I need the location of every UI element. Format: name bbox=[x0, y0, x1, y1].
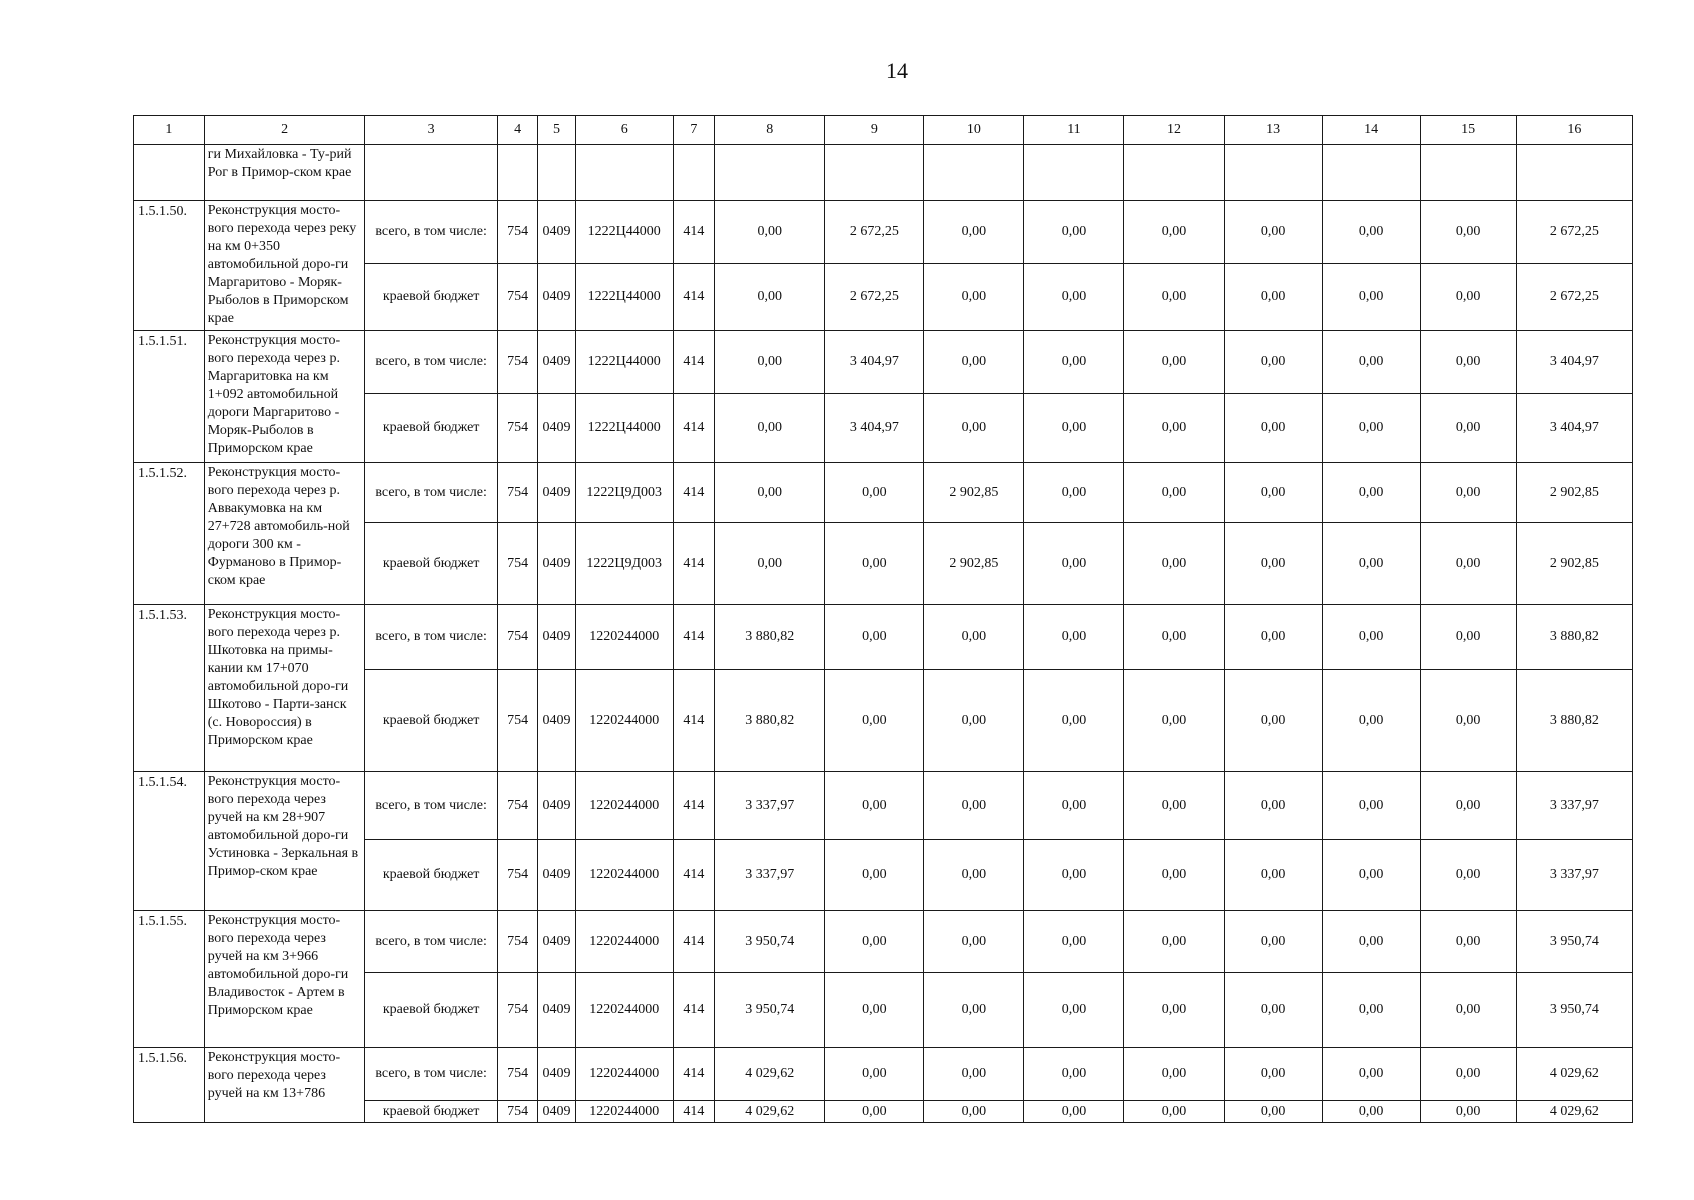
value-cell: 3 337,97 bbox=[1516, 772, 1632, 840]
value-cell: 0,00 bbox=[1124, 463, 1224, 523]
value-cell: 414 bbox=[673, 1101, 714, 1123]
value-cell: 4 029,62 bbox=[1516, 1101, 1632, 1123]
item-description: Реконструкция мосто-вого перехода через ручей на км 13+786 bbox=[204, 1048, 365, 1123]
item-description: Реконструкция мосто-вого перехода через р. Аввакумовка на км 27+728 автомобиль-ной дороги 300 км - Фурманово в Примор-ском крае bbox=[204, 463, 365, 605]
value-cell: 0,00 bbox=[1420, 840, 1516, 911]
value-cell: 1222Ц44000 bbox=[575, 394, 673, 463]
value-cell: 0409 bbox=[538, 463, 575, 523]
col-header: 5 bbox=[538, 116, 575, 145]
funding-type: краевой бюджет bbox=[365, 840, 497, 911]
value-cell: 0,00 bbox=[1124, 201, 1224, 264]
table-row bbox=[134, 605, 1633, 670]
value-cell: 0,00 bbox=[924, 394, 1024, 463]
value-cell: 0,00 bbox=[1224, 772, 1322, 840]
col-header: 3 bbox=[365, 116, 497, 145]
value-cell: 0,00 bbox=[1420, 911, 1516, 973]
value-cell: 0,00 bbox=[1124, 264, 1224, 331]
value-cell: 754 bbox=[497, 1048, 537, 1101]
value-cell: 0,00 bbox=[924, 670, 1024, 772]
value-cell: 0,00 bbox=[1224, 670, 1322, 772]
value-cell: 414 bbox=[673, 331, 714, 394]
value-cell: 0,00 bbox=[1322, 772, 1420, 840]
value-cell: 754 bbox=[497, 523, 537, 605]
value-cell: 0,00 bbox=[1224, 264, 1322, 331]
value-cell: 0,00 bbox=[1420, 1048, 1516, 1101]
value-cell: 0,00 bbox=[1024, 264, 1124, 331]
value-cell: 0,00 bbox=[1322, 331, 1420, 394]
continuation-row bbox=[134, 145, 1633, 201]
value-cell: 754 bbox=[497, 463, 537, 523]
value-cell: 0409 bbox=[538, 331, 575, 394]
col-header: 9 bbox=[825, 116, 924, 145]
value-cell: 0,00 bbox=[1322, 523, 1420, 605]
value-cell: 0,00 bbox=[1024, 201, 1124, 264]
value-cell: 0,00 bbox=[1024, 394, 1124, 463]
funding-type: краевой бюджет bbox=[365, 264, 497, 331]
value-cell: 0409 bbox=[538, 772, 575, 840]
value-cell: 0,00 bbox=[1420, 1101, 1516, 1123]
value-cell: 0,00 bbox=[1124, 772, 1224, 840]
value-cell: 2 672,25 bbox=[825, 264, 924, 331]
value-cell: 1220244000 bbox=[575, 605, 673, 670]
value-cell: 414 bbox=[673, 1048, 714, 1101]
col-header: 1 bbox=[134, 116, 205, 145]
value-cell: 0409 bbox=[538, 523, 575, 605]
value-cell: 0,00 bbox=[1322, 973, 1420, 1048]
value-cell: 3 337,97 bbox=[1516, 840, 1632, 911]
value-cell: 0,00 bbox=[1124, 1048, 1224, 1101]
value-cell: 0,00 bbox=[1322, 463, 1420, 523]
value-cell: 0,00 bbox=[1322, 201, 1420, 264]
value-cell: 0409 bbox=[538, 605, 575, 670]
value-cell: 0,00 bbox=[1224, 840, 1322, 911]
table-row bbox=[134, 331, 1633, 394]
col-header: 14 bbox=[1322, 116, 1420, 145]
value-cell: 1222Ц44000 bbox=[575, 201, 673, 264]
value-cell: 0,00 bbox=[1224, 1048, 1322, 1101]
value-cell: 2 902,85 bbox=[1516, 523, 1632, 605]
value-cell: 0409 bbox=[538, 840, 575, 911]
value-cell: 414 bbox=[673, 394, 714, 463]
cell bbox=[134, 145, 205, 201]
value-cell: 0,00 bbox=[924, 1101, 1024, 1123]
value-cell: 0,00 bbox=[1322, 264, 1420, 331]
value-cell: 3 404,97 bbox=[1516, 331, 1632, 394]
value-cell: 0,00 bbox=[924, 840, 1024, 911]
value-cell: 0,00 bbox=[715, 463, 825, 523]
value-cell: 0,00 bbox=[1224, 605, 1322, 670]
value-cell: 0,00 bbox=[1322, 394, 1420, 463]
value-cell: 754 bbox=[497, 1101, 537, 1123]
value-cell: 4 029,62 bbox=[715, 1048, 825, 1101]
col-header: 6 bbox=[575, 116, 673, 145]
value-cell: 0,00 bbox=[1024, 605, 1124, 670]
value-cell: 0,00 bbox=[1322, 605, 1420, 670]
header-row bbox=[134, 116, 1633, 145]
page-number: 14 bbox=[886, 58, 908, 83]
col-header: 16 bbox=[1516, 116, 1632, 145]
value-cell: 0,00 bbox=[715, 394, 825, 463]
value-cell: 2 672,25 bbox=[1516, 264, 1632, 331]
value-cell: 2 902,85 bbox=[924, 463, 1024, 523]
value-cell: 1220244000 bbox=[575, 772, 673, 840]
value-cell: 2 902,85 bbox=[1516, 463, 1632, 523]
value-cell: 754 bbox=[497, 201, 537, 264]
value-cell: 0,00 bbox=[1024, 840, 1124, 911]
value-cell: 0,00 bbox=[1024, 331, 1124, 394]
value-cell: 0409 bbox=[538, 973, 575, 1048]
value-cell: 1220244000 bbox=[575, 973, 673, 1048]
value-cell: 0,00 bbox=[715, 331, 825, 394]
value-cell: 0,00 bbox=[1124, 394, 1224, 463]
value-cell: 0,00 bbox=[1224, 201, 1322, 264]
value-cell: 0,00 bbox=[1024, 1048, 1124, 1101]
value-cell: 0,00 bbox=[1420, 670, 1516, 772]
value-cell: 754 bbox=[497, 840, 537, 911]
value-cell: 0,00 bbox=[1322, 670, 1420, 772]
value-cell: 0,00 bbox=[924, 331, 1024, 394]
funding-type: всего, в том числе: bbox=[365, 911, 497, 973]
item-code: 1.5.1.53. bbox=[134, 605, 205, 772]
value-cell: 0,00 bbox=[924, 1048, 1024, 1101]
value-cell: 0,00 bbox=[1024, 973, 1124, 1048]
value-cell: 0,00 bbox=[1224, 973, 1322, 1048]
value-cell: 0,00 bbox=[1124, 670, 1224, 772]
continuation-text: ги Михайловка - Ту-рий Рог в Примор-ском крае bbox=[204, 145, 365, 201]
value-cell: 0,00 bbox=[1420, 973, 1516, 1048]
value-cell: 0,00 bbox=[1124, 973, 1224, 1048]
col-header: 13 bbox=[1224, 116, 1322, 145]
value-cell: 414 bbox=[673, 911, 714, 973]
value-cell: 4 029,62 bbox=[715, 1101, 825, 1123]
value-cell: 3 337,97 bbox=[715, 840, 825, 911]
value-cell: 3 404,97 bbox=[1516, 394, 1632, 463]
value-cell: 3 950,74 bbox=[1516, 973, 1632, 1048]
value-cell: 0409 bbox=[538, 670, 575, 772]
item-code: 1.5.1.51. bbox=[134, 331, 205, 463]
item-code: 1.5.1.55. bbox=[134, 911, 205, 1048]
value-cell: 0,00 bbox=[1420, 463, 1516, 523]
table-row bbox=[134, 911, 1633, 973]
value-cell: 0,00 bbox=[1322, 840, 1420, 911]
value-cell: 754 bbox=[497, 772, 537, 840]
col-header: 12 bbox=[1124, 116, 1224, 145]
value-cell: 1222Ц9Д003 bbox=[575, 523, 673, 605]
value-cell: 754 bbox=[497, 605, 537, 670]
value-cell: 0,00 bbox=[1322, 1101, 1420, 1123]
value-cell: 754 bbox=[497, 264, 537, 331]
value-cell: 3 404,97 bbox=[825, 331, 924, 394]
value-cell: 0,00 bbox=[1124, 331, 1224, 394]
value-cell: 0,00 bbox=[1420, 605, 1516, 670]
value-cell: 3 880,82 bbox=[1516, 605, 1632, 670]
funding-type: краевой бюджет bbox=[365, 973, 497, 1048]
col-header: 4 bbox=[497, 116, 537, 145]
value-cell: 3 950,74 bbox=[715, 973, 825, 1048]
value-cell: 0,00 bbox=[924, 201, 1024, 264]
value-cell: 0,00 bbox=[1420, 201, 1516, 264]
value-cell: 414 bbox=[673, 463, 714, 523]
value-cell: 0,00 bbox=[1024, 670, 1124, 772]
value-cell: 2 672,25 bbox=[825, 201, 924, 264]
funding-type: всего, в том числе: bbox=[365, 605, 497, 670]
item-description: Реконструкция мосто-вого перехода через ручей на км 3+966 автомобильной доро-ги Владивосток - Артем в Приморском крае bbox=[204, 911, 365, 1048]
value-cell: 414 bbox=[673, 264, 714, 331]
value-cell: 1222Ц9Д003 bbox=[575, 463, 673, 523]
table-row bbox=[134, 772, 1633, 840]
funding-type: краевой бюджет bbox=[365, 394, 497, 463]
value-cell: 0,00 bbox=[825, 1101, 924, 1123]
value-cell: 0,00 bbox=[825, 973, 924, 1048]
table-row bbox=[134, 1048, 1633, 1101]
value-cell: 0,00 bbox=[1024, 1101, 1124, 1123]
value-cell: 0409 bbox=[538, 1048, 575, 1101]
value-cell: 2 902,85 bbox=[924, 523, 1024, 605]
value-cell: 0409 bbox=[538, 1101, 575, 1123]
value-cell: 0409 bbox=[538, 911, 575, 973]
value-cell: 0,00 bbox=[924, 772, 1024, 840]
value-cell: 3 880,82 bbox=[715, 670, 825, 772]
col-header: 2 bbox=[204, 116, 365, 145]
value-cell: 3 950,74 bbox=[1516, 911, 1632, 973]
value-cell: 1220244000 bbox=[575, 1101, 673, 1123]
value-cell: 0,00 bbox=[1224, 911, 1322, 973]
value-cell: 0,00 bbox=[1420, 264, 1516, 331]
col-header: 11 bbox=[1024, 116, 1124, 145]
value-cell: 0,00 bbox=[1224, 394, 1322, 463]
value-cell: 1222Ц44000 bbox=[575, 331, 673, 394]
value-cell: 0,00 bbox=[1124, 523, 1224, 605]
value-cell: 754 bbox=[497, 331, 537, 394]
value-cell: 754 bbox=[497, 670, 537, 772]
value-cell: 0,00 bbox=[924, 973, 1024, 1048]
funding-type: всего, в том числе: bbox=[365, 1048, 497, 1101]
value-cell: 0409 bbox=[538, 201, 575, 264]
item-code: 1.5.1.54. bbox=[134, 772, 205, 911]
value-cell: 0,00 bbox=[825, 605, 924, 670]
value-cell: 2 672,25 bbox=[1516, 201, 1632, 264]
value-cell: 0,00 bbox=[1124, 840, 1224, 911]
budget-table bbox=[133, 115, 1633, 1123]
value-cell: 0,00 bbox=[1224, 523, 1322, 605]
value-cell: 0,00 bbox=[825, 772, 924, 840]
value-cell: 754 bbox=[497, 973, 537, 1048]
value-cell: 3 337,97 bbox=[715, 772, 825, 840]
item-description: Реконструкция мосто-вого перехода через р. Маргаритовка на км 1+092 автомобильной дороги Маргаритово - Моряк-Рыболов в Приморском крае bbox=[204, 331, 365, 463]
value-cell: 414 bbox=[673, 523, 714, 605]
value-cell: 3 880,82 bbox=[1516, 670, 1632, 772]
funding-type: всего, в том числе: bbox=[365, 331, 497, 394]
value-cell: 4 029,62 bbox=[1516, 1048, 1632, 1101]
value-cell: 3 404,97 bbox=[825, 394, 924, 463]
value-cell: 0,00 bbox=[1224, 1101, 1322, 1123]
item-description: Реконструкция мосто-вого перехода через ручей на км 28+907 автомобильной доро-ги Устиновка - Зеркальная в Примор-ском крае bbox=[204, 772, 365, 911]
item-code: 1.5.1.50. bbox=[134, 201, 205, 331]
value-cell: 0,00 bbox=[1224, 463, 1322, 523]
value-cell: 0409 bbox=[538, 264, 575, 331]
item-code: 1.5.1.52. bbox=[134, 463, 205, 605]
value-cell: 1220244000 bbox=[575, 840, 673, 911]
value-cell: 414 bbox=[673, 772, 714, 840]
value-cell: 0,00 bbox=[1420, 394, 1516, 463]
value-cell: 0,00 bbox=[924, 264, 1024, 331]
value-cell: 0,00 bbox=[1124, 605, 1224, 670]
value-cell: 1220244000 bbox=[575, 1048, 673, 1101]
value-cell: 3 950,74 bbox=[715, 911, 825, 973]
value-cell: 754 bbox=[497, 394, 537, 463]
value-cell: 414 bbox=[673, 201, 714, 264]
value-cell: 0,00 bbox=[825, 1048, 924, 1101]
value-cell: 0,00 bbox=[825, 463, 924, 523]
value-cell: 0,00 bbox=[1420, 331, 1516, 394]
table-row bbox=[134, 201, 1633, 264]
item-description: Реконструкция мосто-вого перехода через реку на км 0+350 автомобильной доро-ги Маргаритово - Моряк-Рыболов в Приморском крае bbox=[204, 201, 365, 331]
value-cell: 0,00 bbox=[715, 201, 825, 264]
table-row bbox=[134, 463, 1633, 523]
value-cell: 0,00 bbox=[1024, 911, 1124, 973]
value-cell: 3 880,82 bbox=[715, 605, 825, 670]
value-cell: 0,00 bbox=[1322, 1048, 1420, 1101]
value-cell: 0,00 bbox=[924, 605, 1024, 670]
item-code: 1.5.1.56. bbox=[134, 1048, 205, 1123]
col-header: 15 bbox=[1420, 116, 1516, 145]
value-cell: 0,00 bbox=[1124, 1101, 1224, 1123]
value-cell: 0,00 bbox=[1124, 911, 1224, 973]
col-header: 7 bbox=[673, 116, 714, 145]
value-cell: 0,00 bbox=[1024, 463, 1124, 523]
value-cell: 0,00 bbox=[1322, 911, 1420, 973]
value-cell: 0409 bbox=[538, 394, 575, 463]
value-cell: 0,00 bbox=[1224, 331, 1322, 394]
funding-type: всего, в том числе: bbox=[365, 201, 497, 264]
value-cell: 414 bbox=[673, 670, 714, 772]
col-header: 10 bbox=[924, 116, 1024, 145]
value-cell: 414 bbox=[673, 840, 714, 911]
value-cell: 1220244000 bbox=[575, 911, 673, 973]
item-description: Реконструкция мосто-вого перехода через р. Шкотовка на примы-кании км 17+070 автомобильной доро-ги Шкотово - Парти-занск (с. Новороссия) в Приморском крае bbox=[204, 605, 365, 772]
value-cell: 1222Ц44000 bbox=[575, 264, 673, 331]
value-cell: 754 bbox=[497, 911, 537, 973]
value-cell: 0,00 bbox=[924, 911, 1024, 973]
funding-type: краевой бюджет bbox=[365, 523, 497, 605]
value-cell: 0,00 bbox=[715, 523, 825, 605]
value-cell: 0,00 bbox=[825, 840, 924, 911]
value-cell: 0,00 bbox=[1024, 523, 1124, 605]
value-cell: 0,00 bbox=[715, 264, 825, 331]
col-header: 8 bbox=[715, 116, 825, 145]
value-cell: 0,00 bbox=[1420, 772, 1516, 840]
funding-type: краевой бюджет bbox=[365, 670, 497, 772]
value-cell: 0,00 bbox=[825, 523, 924, 605]
value-cell: 414 bbox=[673, 605, 714, 670]
value-cell: 0,00 bbox=[1024, 772, 1124, 840]
value-cell: 0,00 bbox=[1420, 523, 1516, 605]
value-cell: 1220244000 bbox=[575, 670, 673, 772]
funding-type: всего, в том числе: bbox=[365, 772, 497, 840]
funding-type: всего, в том числе: bbox=[365, 463, 497, 523]
value-cell: 414 bbox=[673, 973, 714, 1048]
value-cell: 0,00 bbox=[825, 911, 924, 973]
funding-type: краевой бюджет bbox=[365, 1101, 497, 1123]
value-cell: 0,00 bbox=[825, 670, 924, 772]
